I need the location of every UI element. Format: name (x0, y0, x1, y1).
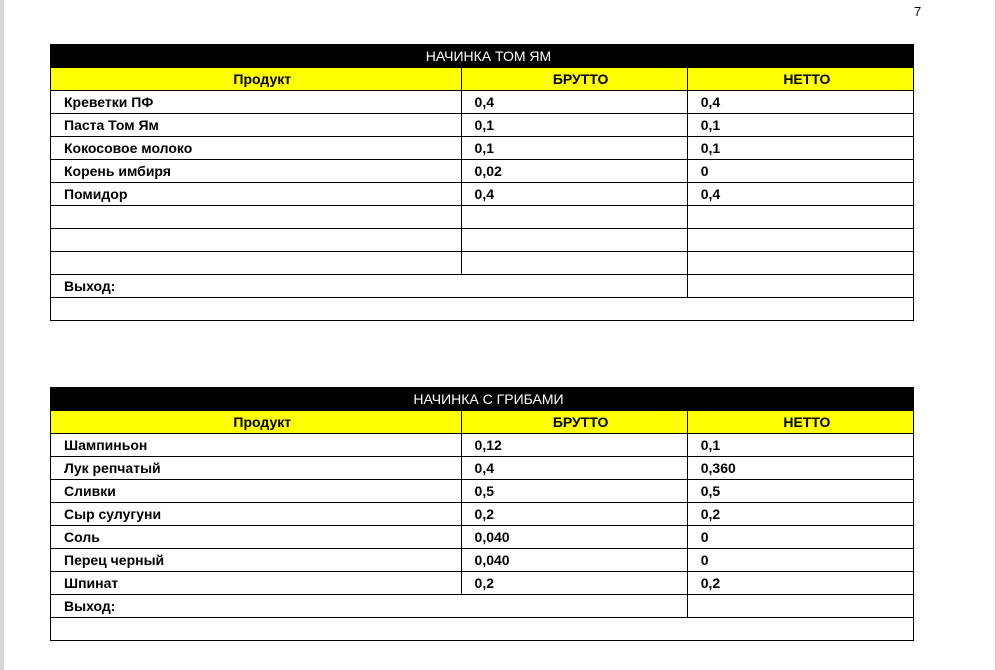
table-row (51, 229, 914, 252)
netto-cell: 0,4 (687, 183, 913, 206)
product-cell: Кокосовое молоко (51, 137, 462, 160)
netto-cell: 0 (687, 160, 913, 183)
product-cell: Сыр сулугуни (51, 503, 462, 526)
yield-row (51, 595, 914, 618)
table-title-row (51, 45, 914, 68)
yield-row (51, 275, 914, 298)
netto-cell: 0,2 (687, 503, 913, 526)
page-edge (0, 0, 4, 670)
brutto-cell: 0,4 (461, 457, 687, 480)
brutto-cell: 0,4 (461, 183, 687, 206)
table-header-row (51, 411, 914, 434)
product-cell (51, 252, 462, 275)
product-cell (51, 206, 462, 229)
netto-cell: 0,4 (687, 91, 913, 114)
netto-cell: 0,5 (687, 480, 913, 503)
recipe-table-tom-yam (50, 44, 914, 321)
product-cell: Лук репчатый (51, 457, 462, 480)
product-cell: Сливки (51, 480, 462, 503)
netto-cell (687, 206, 913, 229)
table-row (51, 137, 914, 160)
table-row (51, 91, 914, 114)
yield-netto-cell (687, 595, 913, 618)
column-header-product: Продукт (51, 411, 462, 434)
product-cell: Помидор (51, 183, 462, 206)
brutto-cell: 0,2 (461, 572, 687, 595)
table-row (51, 457, 914, 480)
table-row (51, 549, 914, 572)
brutto-cell: 0,1 (461, 114, 687, 137)
product-cell: Перец черный (51, 549, 462, 572)
column-header-brutto: БРУТТО (461, 68, 687, 91)
brutto-cell: 0,4 (461, 91, 687, 114)
table-title-row (51, 388, 914, 411)
column-header-netto: НЕТТО (687, 68, 913, 91)
netto-cell: 0,360 (687, 457, 913, 480)
brutto-cell: 0,040 (461, 526, 687, 549)
table-row (51, 503, 914, 526)
netto-cell (687, 229, 913, 252)
yield-value-row (51, 618, 914, 641)
product-cell: Шампиньон (51, 434, 462, 457)
brutto-cell (461, 229, 687, 252)
brutto-cell: 0,1 (461, 137, 687, 160)
table-row (51, 434, 914, 457)
yield-value-row (51, 298, 914, 321)
product-cell: Соль (51, 526, 462, 549)
table-row (51, 480, 914, 503)
recipe-table-mushrooms (50, 387, 914, 641)
table-row (51, 526, 914, 549)
column-header-product: Продукт (51, 68, 462, 91)
brutto-cell (461, 252, 687, 275)
table-row (51, 160, 914, 183)
table-header-row (51, 68, 914, 91)
yield-label: Выход: (51, 595, 688, 618)
yield-value (51, 298, 914, 321)
brutto-cell: 0,02 (461, 160, 687, 183)
netto-cell: 0,1 (687, 434, 913, 457)
table-title: НАЧИНКА ТОМ ЯМ (51, 45, 914, 68)
netto-cell: 0,2 (687, 572, 913, 595)
product-cell: Паста Том Ям (51, 114, 462, 137)
table-row (51, 206, 914, 229)
brutto-cell: 0,5 (461, 480, 687, 503)
yield-value (51, 618, 914, 641)
netto-cell (687, 252, 913, 275)
yield-netto-cell (687, 275, 913, 298)
netto-cell: 0,1 (687, 114, 913, 137)
column-header-netto: НЕТТО (687, 411, 913, 434)
yield-label: Выход: (51, 275, 688, 298)
brutto-cell: 0,040 (461, 549, 687, 572)
table-row (51, 114, 914, 137)
product-cell (51, 229, 462, 252)
column-header-brutto: БРУТТО (461, 411, 687, 434)
brutto-cell: 0,12 (461, 434, 687, 457)
table-row (51, 572, 914, 595)
netto-cell: 0 (687, 526, 913, 549)
product-cell: Корень имбиря (51, 160, 462, 183)
product-cell: Креветки ПФ (51, 91, 462, 114)
table-title: НАЧИНКА С ГРИБАМИ (51, 388, 914, 411)
brutto-cell: 0,2 (461, 503, 687, 526)
table-row (51, 252, 914, 275)
netto-cell: 0 (687, 549, 913, 572)
brutto-cell (461, 206, 687, 229)
table-row (51, 183, 914, 206)
product-cell: Шпинат (51, 572, 462, 595)
netto-cell: 0,1 (687, 137, 913, 160)
page-number: 7 (914, 4, 922, 19)
